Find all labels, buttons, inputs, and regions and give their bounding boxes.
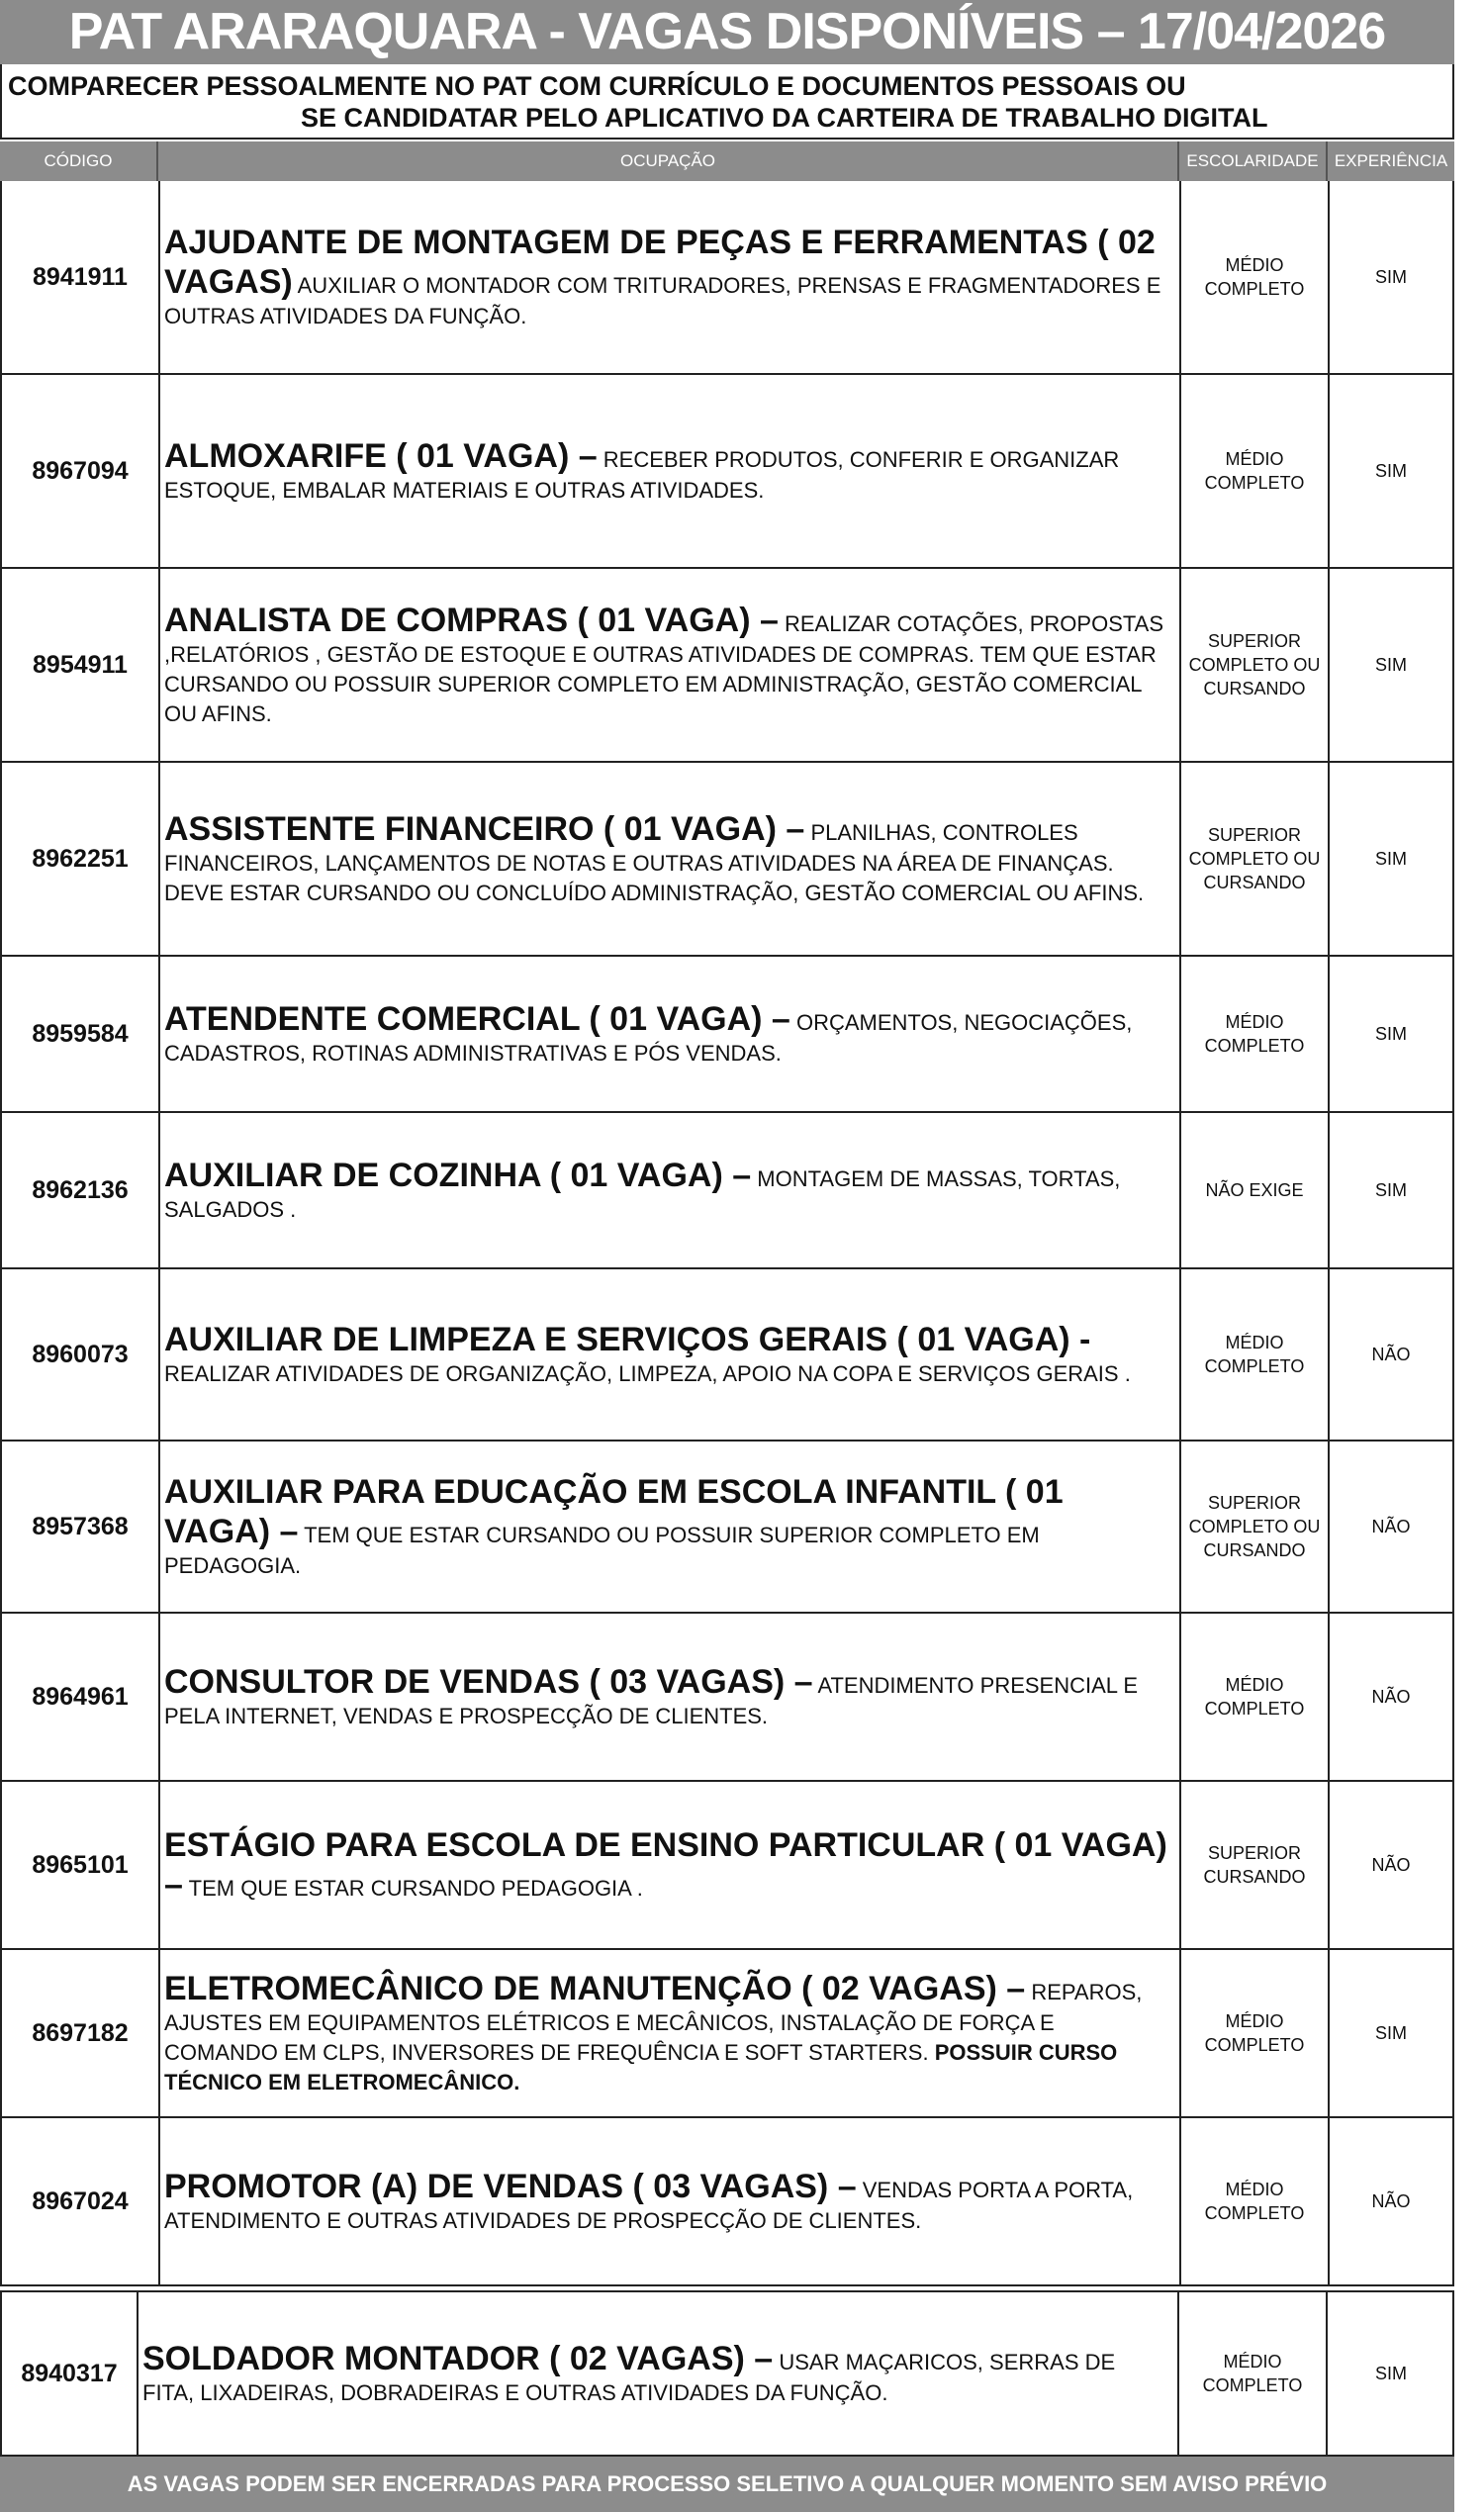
- job-education: MÉDIO COMPLETO: [1179, 2292, 1328, 2455]
- job-description: AUXILIAR O MONTADOR COM TRITURADORES, PRENSAS E FRAGMENTADORES E OUTRAS ATIVIDADES DA FUNÇÃO.: [164, 273, 1161, 328]
- job-occupation: [160, 569, 1181, 761]
- job-education: MÉDIO COMPLETO: [1181, 181, 1330, 373]
- job-experience: SIM: [1374, 2022, 1407, 2043]
- job-occupation: [160, 1442, 1181, 1612]
- job-education: MÉDIO COMPLETO: [1181, 1950, 1330, 2116]
- job-education: MÉDIO COMPLETO: [1181, 1614, 1330, 1780]
- job-requirement: POSSUIR CURSO TÉCNICO EM ELETROMECÂNICO.: [164, 2040, 1118, 2094]
- job-occupation: [160, 1782, 1181, 1948]
- job-code: 8957368: [2, 1442, 160, 1612]
- job-occupation: [160, 2118, 1181, 2284]
- job-education: NÃO EXIGE: [1181, 1113, 1330, 1267]
- job-code: 8964961: [2, 1614, 160, 1780]
- job-code: 8962251: [2, 763, 160, 955]
- job-experience: NÃO: [1371, 1686, 1411, 1707]
- job-experience: SIM: [1374, 654, 1407, 675]
- job-occupation: [160, 763, 1181, 955]
- job-experience: NÃO: [1371, 1344, 1411, 1364]
- job-title: ALMOXARIFE ( 01 VAGA) –: [164, 437, 598, 475]
- table-row: [0, 1113, 1454, 1269]
- job-description: TEM QUE ESTAR CURSANDO PEDAGOGIA .: [182, 1876, 643, 1901]
- job-description: VENDAS PORTA A PORTA, ATENDIMENTO E OUTRAS ATIVIDADES DE PROSPECÇÃO DE CLIENTES.: [164, 2178, 1134, 2233]
- job-experience: SIM: [1374, 1179, 1407, 1200]
- job-code: 8959584: [2, 957, 160, 1111]
- job-title: AJUDANTE DE MONTAGEM DE PEÇAS E FERRAMENTAS ( 02 VAGAS): [164, 224, 1156, 301]
- instructions: [0, 64, 1454, 140]
- job-experience: SIM: [1374, 1023, 1407, 1044]
- table-row: [0, 1442, 1454, 1614]
- job-education: SUPERIOR COMPLETO OU CURSANDO: [1181, 763, 1330, 955]
- job-experience: SIM: [1374, 2363, 1407, 2383]
- job-description: RECEBER PRODUTOS, CONFERIR E ORGANIZAR ESTOQUE, EMBALAR MATERIAIS E OUTRAS ATIVIDADES.: [164, 447, 1120, 503]
- table-row: [0, 957, 1454, 1113]
- job-code: 8960073: [2, 1269, 160, 1440]
- job-experience: SIM: [1374, 266, 1407, 287]
- job-occupation: [139, 2292, 1179, 2455]
- job-title: AUXILIAR DE LIMPEZA E SERVIÇOS GERAIS ( 01 VAGA) -: [164, 1321, 1091, 1358]
- job-description: REPAROS, AJUSTES EM EQUIPAMENTOS ELÉTRICOS E MECÂNICOS, INSTALAÇÃO DE FORÇA E COMANDO EM CLPS, INVERSORES DE FREQUÊNCIA E SOFT STARTERS.: [164, 1980, 1143, 2065]
- job-description: PLANILHAS, CONTROLES FINANCEIROS, LANÇAMENTOS DE NOTAS E OUTRAS ATIVIDADES NA ÁREA DE FINANÇAS. DEVE ESTAR CURSANDO OU CONCLUÍDO ADMINISTRAÇÃO, GESTÃO COMERCIAL OU AFINS.: [164, 820, 1145, 905]
- job-experience: NÃO: [1371, 1854, 1411, 1875]
- job-title: AUXILIAR DE COZINHA ( 01 VAGA) –: [164, 1157, 752, 1194]
- job-occupation: [160, 1614, 1181, 1780]
- job-experience: SIM: [1374, 848, 1407, 869]
- job-title: AUXILIAR PARA EDUCAÇÃO EM ESCOLA INFANTIL ( 01 VAGA) –: [164, 1473, 1064, 1550]
- instructions-line-2: SE CANDIDATAR PELO APLICATIVO DA CARTEIRA DE TRABALHO DIGITAL: [301, 103, 1268, 133]
- job-occupation: [160, 181, 1181, 373]
- job-experience: NÃO: [1371, 2190, 1411, 2211]
- job-education: MÉDIO COMPLETO: [1181, 2118, 1330, 2284]
- table-row: [0, 569, 1454, 763]
- job-title: ESTÁGIO PARA ESCOLA DE ENSINO PARTICULAR ( 01 VAGA) –: [164, 1826, 1167, 1904]
- job-title: ASSISTENTE FINANCEIRO ( 01 VAGA) –: [164, 810, 805, 848]
- job-occupation: [160, 1950, 1181, 2116]
- page-title: PAT ARARAQUARA - VAGAS DISPONÍVEIS – 17/04/2026: [0, 0, 1454, 64]
- job-title: SOLDADOR MONTADOR ( 02 VAGAS) –: [142, 2340, 774, 2377]
- table-row: [0, 1614, 1454, 1782]
- job-description: ORÇAMENTOS, NEGOCIAÇÕES, CADASTROS, ROTINAS ADMINISTRATIVAS E PÓS VENDAS.: [164, 1010, 1133, 1066]
- job-title: PROMOTOR (A) DE VENDAS ( 03 VAGAS) –: [164, 2168, 857, 2205]
- table-row: [0, 375, 1454, 569]
- job-description: MONTAGEM DE MASSAS, TORTAS, SALGADOS .: [164, 1166, 1121, 1222]
- job-code: 8697182: [2, 1950, 160, 2116]
- job-title: ANALISTA DE COMPRAS ( 01 VAGA) –: [164, 602, 779, 639]
- job-code: 8954911: [2, 569, 160, 761]
- table-row: [0, 2118, 1454, 2286]
- column-header-experience: EXPERIÊNCIA: [1334, 151, 1448, 170]
- job-education: SUPERIOR COMPLETO OU CURSANDO: [1181, 1442, 1330, 1612]
- table-row: [0, 181, 1454, 375]
- job-education: SUPERIOR COMPLETO OU CURSANDO: [1181, 569, 1330, 761]
- table-row: [0, 1269, 1454, 1442]
- job-code: 8962136: [2, 1113, 160, 1267]
- column-header-education: ESCOLARIDADE: [1179, 141, 1328, 181]
- table-row: [0, 763, 1454, 957]
- job-experience: SIM: [1374, 460, 1407, 481]
- job-education: MÉDIO COMPLETO: [1181, 1269, 1330, 1440]
- job-title: ATENDENTE COMERCIAL ( 01 VAGA) –: [164, 1000, 790, 1038]
- column-header-occupation: OCUPAÇÃO: [158, 141, 1179, 181]
- instructions-line-1: COMPARECER PESSOALMENTE NO PAT COM CURRÍCULO E DOCUMENTOS PESSOAIS OU: [8, 71, 1186, 101]
- job-code: 8941911: [2, 181, 160, 373]
- table-row: [0, 1950, 1454, 2118]
- table-header: [0, 141, 1454, 181]
- job-code: 8967094: [2, 375, 160, 567]
- job-occupation: [160, 375, 1181, 567]
- job-education: MÉDIO COMPLETO: [1181, 375, 1330, 567]
- job-title: CONSULTOR DE VENDAS ( 03 VAGAS) –: [164, 1663, 813, 1701]
- job-education: MÉDIO COMPLETO: [1181, 957, 1330, 1111]
- job-description: REALIZAR ATIVIDADES DE ORGANIZAÇÃO, LIMPEZA, APOIO NA COPA E SERVIÇOS GERAIS .: [164, 1361, 1131, 1386]
- job-experience: NÃO: [1371, 1516, 1411, 1536]
- job-education: SUPERIOR CURSANDO: [1181, 1782, 1330, 1948]
- job-title: ELETROMECÂNICO DE MANUTENÇÃO ( 02 VAGAS) –: [164, 1970, 1026, 2007]
- job-code: 8940317: [2, 2292, 139, 2455]
- job-description: ATENDIMENTO PRESENCIAL E PELA INTERNET, VENDAS E PROSPECÇÃO DE CLIENTES.: [164, 1673, 1138, 1728]
- job-occupation: [160, 1113, 1181, 1267]
- job-occupation: [160, 1269, 1181, 1440]
- job-code: 8967024: [2, 2118, 160, 2284]
- table-row: [0, 1782, 1454, 1950]
- job-code: 8965101: [2, 1782, 160, 1948]
- job-occupation: [160, 957, 1181, 1111]
- table-row: [0, 2290, 1454, 2457]
- job-description: USAR MAÇARICOS, SERRAS DE FITA, LIXADEIRAS, DOBRADEIRAS E OUTRAS ATIVIDADES DA FUNÇÃO.: [142, 2350, 1116, 2405]
- footer-notice: AS VAGAS PODEM SER ENCERRADAS PARA PROCESSO SELETIVO A QUALQUER MOMENTO SEM AVISO PRÉVIO: [0, 2457, 1454, 2512]
- column-header-code: CÓDIGO: [0, 141, 158, 181]
- job-description: REALIZAR COTAÇÕES, PROPOSTAS ,RELATÓRIOS , GESTÃO DE ESTOQUE E OUTRAS ATIVIDADES DE COMPRAS. TEM QUE ESTAR CURSANDO OU POSSUIR SUPERIOR COMPLETO EM ADMINISTRAÇÃO, GESTÃO COMERCIAL OU AFINS.: [164, 611, 1164, 726]
- job-description: TEM QUE ESTAR CURSANDO OU POSSUIR SUPERIOR COMPLETO EM PEDAGOGIA.: [164, 1523, 1040, 1578]
